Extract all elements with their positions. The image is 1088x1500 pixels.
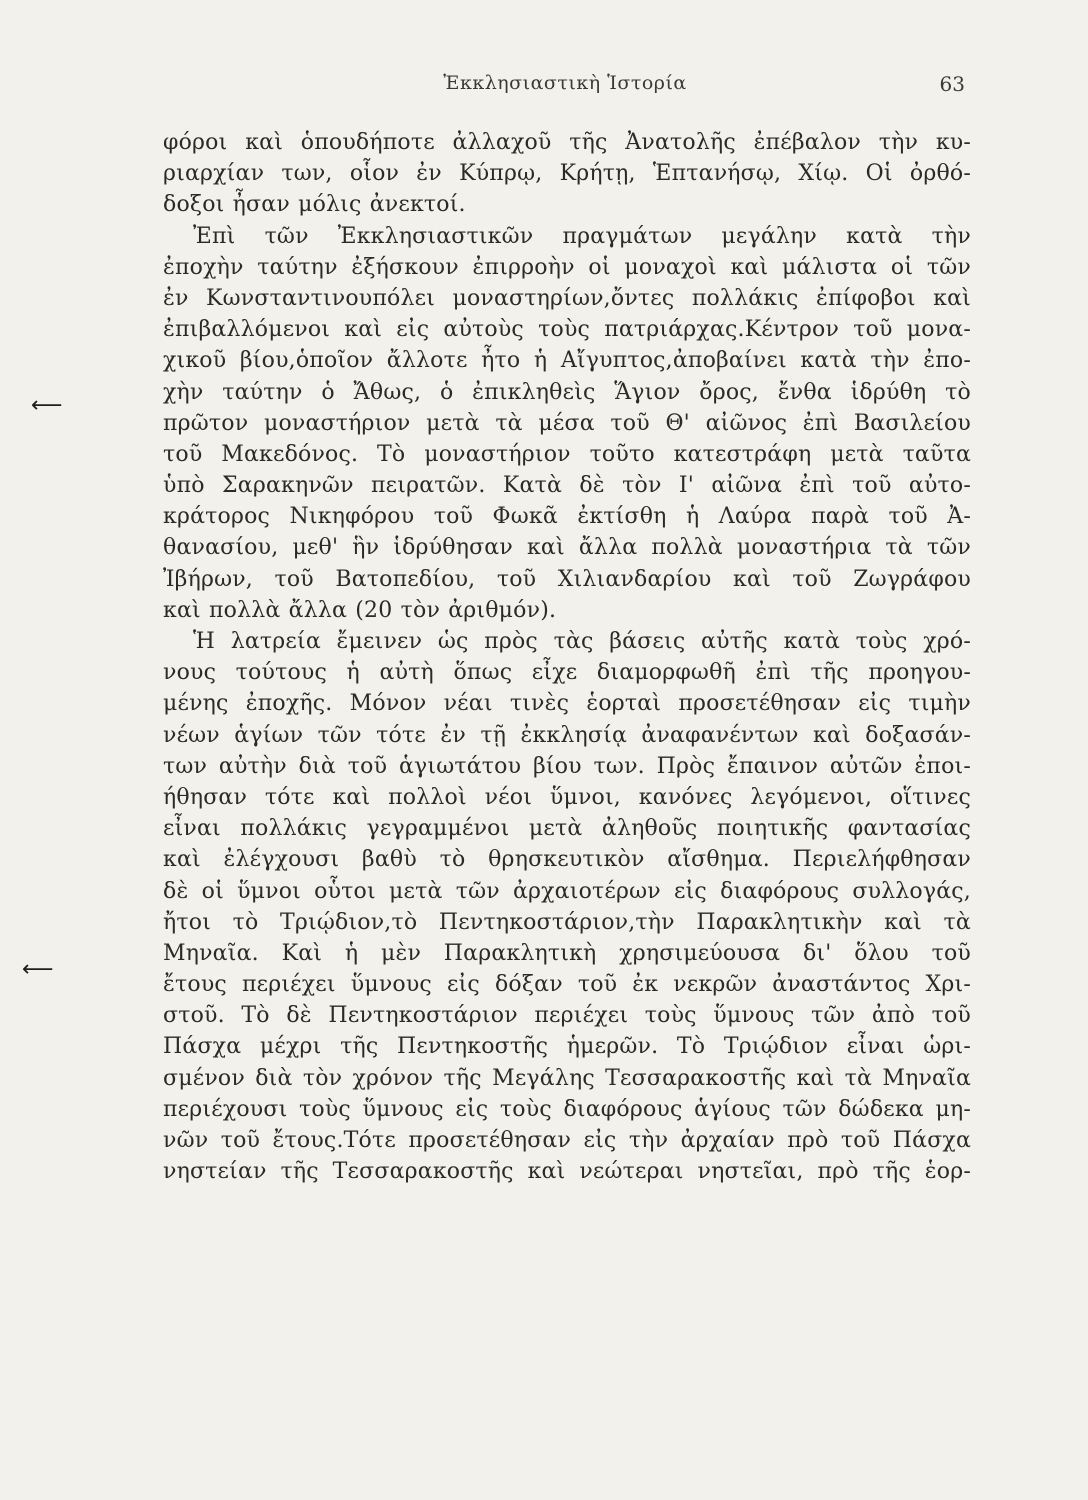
page-number: 63 <box>939 72 965 96</box>
text-line: ἐποχὴν ταύτην ἐξήσκουν ἐπιρροὴν οἱ μοναχοὶ καὶ μάλιστα οἱ τῶν <box>163 254 971 280</box>
page-header <box>165 72 965 102</box>
text-line: Ἐπὶ τῶν Ἐκκλησιαστικῶν πραγμάτων μεγάλην κατὰ τὴν <box>193 223 971 249</box>
text-line: στοῦ. Τὸ δὲ Πεντηκοστάριον περιέχει τοὺς ὕμνους τῶν ἀπὸ τοῦ <box>163 1003 971 1029</box>
text-line: δοξοι ἦσαν μόλις ἀνεκτοί. <box>163 192 466 218</box>
text-line: μένης ἐποχῆς. Μόνον νέαι τινὲς ἑορταὶ προσετέθησαν εἰς τιμὴν <box>163 691 971 717</box>
text-line: χικοῦ βίου,ὁποῖον ἄλλοτε ἦτο ἡ Αἴγυπτος,ἀποβαίνει κατὰ τὴν ἐπο- <box>163 348 971 374</box>
running-title: Ἐκκλησιαστικὴ Ἱστορία <box>443 72 687 94</box>
text-line: χὴν ταύτην ὁ Ἄθως, ὁ ἐπικληθεὶς Ἅγιον ὄρος, ἔνθα ἱδρύθη τὸ <box>163 379 971 405</box>
text-line: Πάσχα μέχρι τῆς Πεντηκοστῆς ἡμερῶν. Τὸ Τριῴδιον εἶναι ὡρι- <box>163 1034 971 1060</box>
text-line: εἶναι πολλάκις γεγραμμένοι μετὰ ἀληθοῦς ποιητικῆς φαντασίας <box>163 816 971 842</box>
text-line: ὑπὸ Σαρακηνῶν πειρατῶν. Κατὰ δὲ τὸν Ι' αἰῶνα ἐπὶ τοῦ αὐτο- <box>163 473 971 499</box>
text-line: Μηναῖα. Καὶ ἡ μὲν Παρακλητικὴ χρησιμεύουσα δι' ὅλου τοῦ <box>163 940 971 966</box>
text-line: κράτορος Νικηφόρου τοῦ Φωκᾶ ἐκτίσθη ἡ Λαύρα παρὰ τοῦ Ἀ- <box>163 504 971 530</box>
margin-arrow-mark: ⟵ <box>31 393 63 418</box>
text-line: καὶ πολλὰ ἄλλα (20 τὸν ἀριθμόν). <box>163 597 557 623</box>
text-line: των αὐτὴν διὰ τοῦ ἁγιωτάτου βίου των. Πρὸς ἔπαινον αὐτῶν ἐποι- <box>163 753 971 779</box>
text-line: σμένον διὰ τὸν χρόνον τῆς Μεγάλης Τεσσαρακοστῆς καὶ τὰ Μηναῖα <box>163 1065 971 1091</box>
text-line: νηστείαν τῆς Τεσσαρακοστῆς καὶ νεώτεραι νηστεῖαι, πρὸ τῆς ἑορ- <box>163 1159 971 1185</box>
text-line: δὲ οἱ ὕμνοι οὗτοι μετὰ τῶν ἀρχαιοτέρων εἰς διαφόρους συλλογάς, <box>163 878 971 904</box>
text-line: πρῶτον μοναστήριον μετὰ τὰ μέσα τοῦ Θ' αἰῶνος ἐπὶ Βασιλείου <box>163 410 971 436</box>
text-line: περιέχουσι τοὺς ὕμνους εἰς τοὺς διαφόρους ἁγίους τῶν δώδεκα μη- <box>163 1096 971 1122</box>
text-line: Ἡ λατρεία ἔμεινεν ὡς πρὸς τὰς βάσεις αὐτῆς κατὰ τοὺς χρό- <box>193 629 971 654</box>
margin-arrow-mark: ⟵ <box>22 957 54 982</box>
text-line: Ἰβήρων, τοῦ Βατοπεδίου, τοῦ Χιλιανδαρίου καὶ τοῦ Ζωγράφου <box>163 566 971 592</box>
text-line: νέων ἁγίων τῶν τότε ἐν τῇ ἐκκλησίᾳ ἀναφανέντων καὶ δοξασάν- <box>163 722 971 748</box>
text-line: φόροι καὶ ὁπουδήποτε ἀλλαχοῦ τῆς Ἀνατολῆς ἐπέβαλον τὴν κυ- <box>163 130 971 155</box>
text-line: νῶν τοῦ ἔτους.Τότε προσετέθησαν εἰς τὴν ἀρχαίαν πρὸ τοῦ Πάσχα <box>163 1128 971 1153</box>
text-line: ἐν Κωνσταντινουπόλει μοναστηρίων,ὄντες πολλάκις ἐπίφοβοι καὶ <box>163 285 971 311</box>
text-line: νους τούτους ἡ αὐτὴ ὅπως εἶχε διαμορφωθῆ ἐπὶ τῆς προηγου- <box>163 660 971 686</box>
text-line: ἔτους περιέχει ὕμνους εἰς δόξαν τοῦ ἐκ νεκρῶν ἀναστάντος Χρι- <box>163 972 971 998</box>
text-line: θανασίου, μεθ' ἣν ἱδρύθησαν καὶ ἄλλα πολλὰ μοναστήρια τὰ τῶν <box>163 535 971 561</box>
text-line: τοῦ Μακεδόνος. Τὸ μοναστήριον τοῦτο κατεστράφη μετὰ ταῦτα <box>163 441 971 467</box>
text-line: ἤτοι τὸ Τριῴδιον,τὸ Πεντηκοστάριον,τὴν Παρακλητικὴν καὶ τὰ <box>163 909 971 935</box>
text-line: ήθησαν τότε καὶ πολλοὶ νέοι ὕμνοι, κανόνες λεγόμενοι, οἵτινες <box>163 784 971 810</box>
text-line: καὶ ἐλέγχουσι βαθὺ τὸ θρησκευτικὸν αἴσθημα. Περιελήφθησαν <box>163 847 971 873</box>
body-text <box>163 127 971 1187</box>
text-line: ριαρχίαν των, οἷον ἐν Κύπρῳ, Κρήτῃ, Ἑπτανήσῳ, Χίῳ. Οἱ ὀρθό- <box>163 161 971 187</box>
text-line: ἐπιβαλλόμενοι καὶ εἰς αὐτοὺς τοὺς πατριάρχας.Κέντρον τοῦ μονα- <box>163 317 971 343</box>
